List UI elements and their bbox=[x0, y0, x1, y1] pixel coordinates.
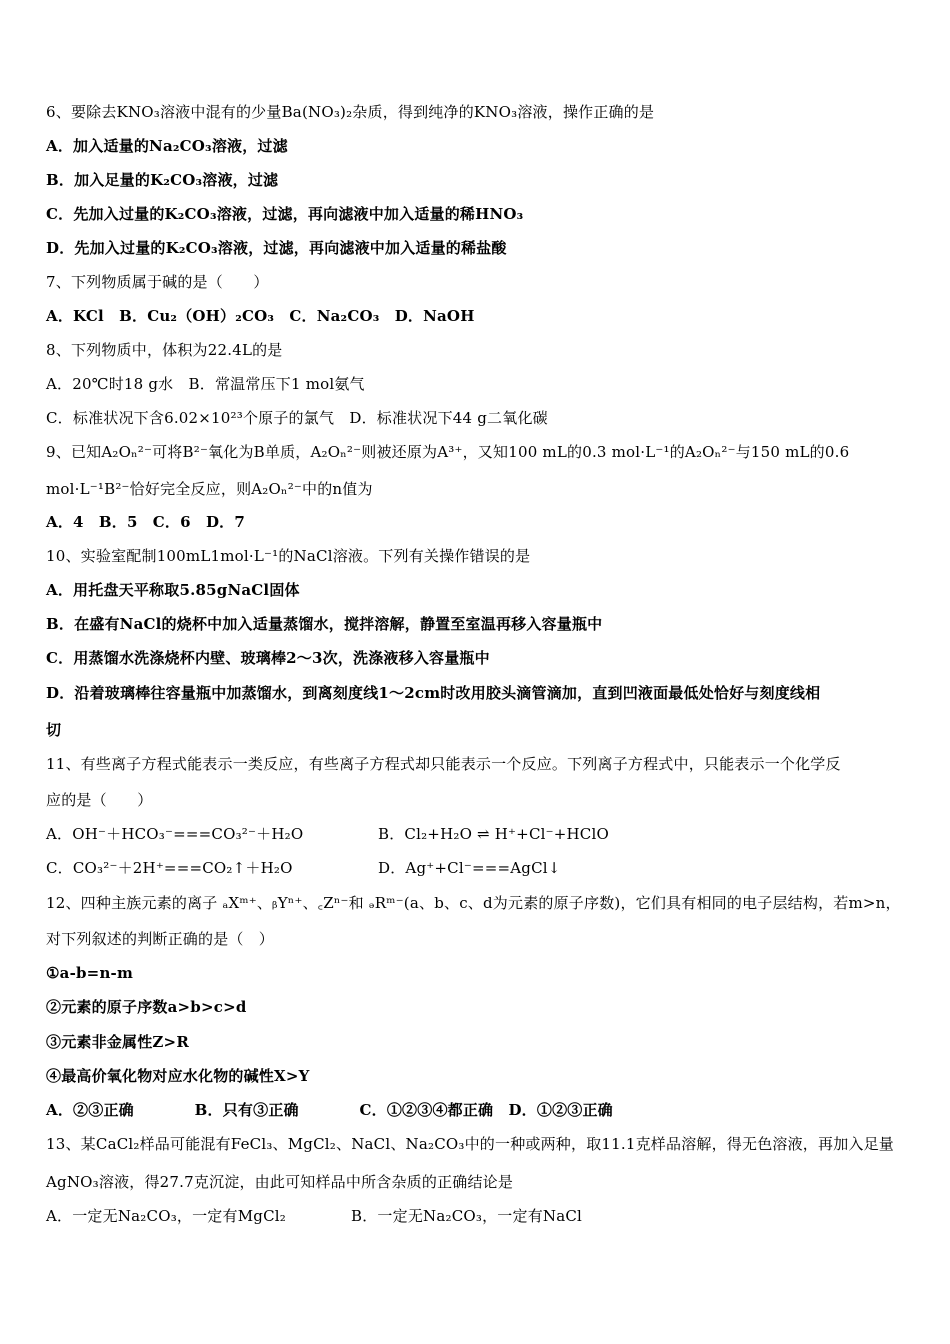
q12-statement-4: ④最高价氧化物对应水化物的碱性X>Y bbox=[46, 1067, 310, 1085]
q6-option-c: C．先加入过量的K₂CO₃溶液，过滤，再向滤液中加入适量的稀HNO₃ bbox=[46, 205, 524, 223]
q10-stem: 10、实验室配制100mL1mol·L⁻¹的NaCl溶液。下列有关操作错误的是 bbox=[46, 547, 531, 565]
q12-statement-2: ②元素的原子序数a>b>c>d bbox=[46, 998, 247, 1016]
q7-options: A．KCl B．Cu₂（OH）₂CO₃ C．Na₂CO₃ D．NaOH bbox=[46, 307, 475, 325]
q10-option-d-line1: D．沿着玻璃棒往容量瓶中加蒸馏水，到离刻度线1～2cm时改用胶头滴管滴加，直到凹液面最低处恰好与刻度线相 bbox=[46, 684, 821, 702]
q6-option-d: D．先加入过量的K₂CO₃溶液，过滤，再向滤液中加入适量的稀盐酸 bbox=[46, 239, 507, 257]
q10-option-c: C．用蒸馏水洗涤烧杯内壁、玻璃棒2～3次，洗涤液移入容量瓶中 bbox=[46, 649, 490, 667]
q7-stem: 7、下列物质属于碱的是（ ） bbox=[46, 273, 269, 291]
q8-options-ab: A．20℃时18 g水 B．常温常压下1 mol氨气 bbox=[46, 375, 365, 393]
q9-options: A．4 B．5 C．6 D．7 bbox=[46, 513, 246, 531]
q11-option-d: D．Ag⁺+Cl⁻===AgCl↓ bbox=[378, 859, 561, 877]
q13-stem-line2: AgNO₃溶液，得27.7克沉淀，由此可知样品中所含杂质的正确结论是 bbox=[46, 1173, 514, 1191]
q12-statement-1: ①a-b=n-m bbox=[46, 964, 134, 982]
q9-stem-line2: mol·L⁻¹B²⁻恰好完全反应，则A₂Oₙ²⁻中的n值为 bbox=[46, 480, 373, 498]
q13-stem-line1: 13、某CaCl₂样品可能混有FeCl₃、MgCl₂、NaCl、Na₂CO₃中的一种或两种，取11.1克样品溶解，得无色溶液，再加入足量 bbox=[46, 1135, 895, 1153]
q11-option-c: C．CO₃²⁻＋2H⁺===CO₂↑＋H₂O bbox=[46, 859, 293, 877]
q8-stem: 8、下列物质中，体积为22.4L的是 bbox=[46, 341, 283, 359]
q11-stem-line1: 11、有些离子方程式能表示一类反应，有些离子方程式却只能表示一个反应。下列离子方程式中，只能表示一个化学反 bbox=[46, 755, 841, 773]
q13-option-b: B．一定无Na₂CO₃，一定有NaCl bbox=[351, 1207, 583, 1225]
q10-option-a: A．用托盘天平称取5.85gNaCl固体 bbox=[46, 581, 300, 599]
q6-option-b: B．加入足量的K₂CO₃溶液，过滤 bbox=[46, 171, 279, 189]
q10-option-d-line2: 切 bbox=[46, 721, 62, 739]
q12-stem-line2: 对下列叙述的判断正确的是（ ） bbox=[46, 930, 275, 948]
q6-option-a: A．加入适量的Na₂CO₃溶液，过滤 bbox=[46, 137, 288, 155]
q12-statement-3: ③元素非金属性Z>R bbox=[46, 1033, 189, 1051]
q13-option-a: A．一定无Na₂CO₃，一定有MgCl₂ bbox=[46, 1207, 286, 1225]
q6-stem: 6、要除去KNO₃溶液中混有的少量Ba(NO₃)₂杂质，得到纯净的KNO₃溶液，操作正确的是 bbox=[46, 103, 655, 121]
q11-option-b: B．Cl₂+H₂O ⇌ H⁺+Cl⁻+HClO bbox=[378, 825, 609, 843]
q8-options-cd: C．标准状况下含6.02×10²³个原子的氯气 D．标准状况下44 g二氧化碳 bbox=[46, 409, 548, 427]
q11-option-a: A．OH⁻＋HCO₃⁻===CO₃²⁻＋H₂O bbox=[46, 825, 304, 843]
q12-options: A．②③正确 B．只有③正确 C．①②③④都正确 D．①②③正确 bbox=[46, 1101, 613, 1119]
q11-stem-line2: 应的是（ ） bbox=[46, 791, 153, 809]
q9-stem-line1: 9、已知A₂Oₙ²⁻可将B²⁻氧化为B单质，A₂Oₙ²⁻则被还原为A³⁺，又知100 mL的0.3 mol·L⁻¹的A₂Oₙ²⁻与150 mL的0.6 bbox=[46, 443, 850, 461]
q12-stem-line1: 12、四种主族元素的离子 ₐXᵐ⁺、ᵦYⁿ⁺、꜀Zⁿ⁻和 ₔRᵐ⁻(a、b、c、d为元素的原子序数)，它们具有相同的电子层结构，若m>n， bbox=[46, 894, 901, 912]
q10-option-b: B．在盛有NaCl的烧杯中加入适量蒸馏水，搅拌溶解，静置至室温再移入容量瓶中 bbox=[46, 615, 603, 633]
